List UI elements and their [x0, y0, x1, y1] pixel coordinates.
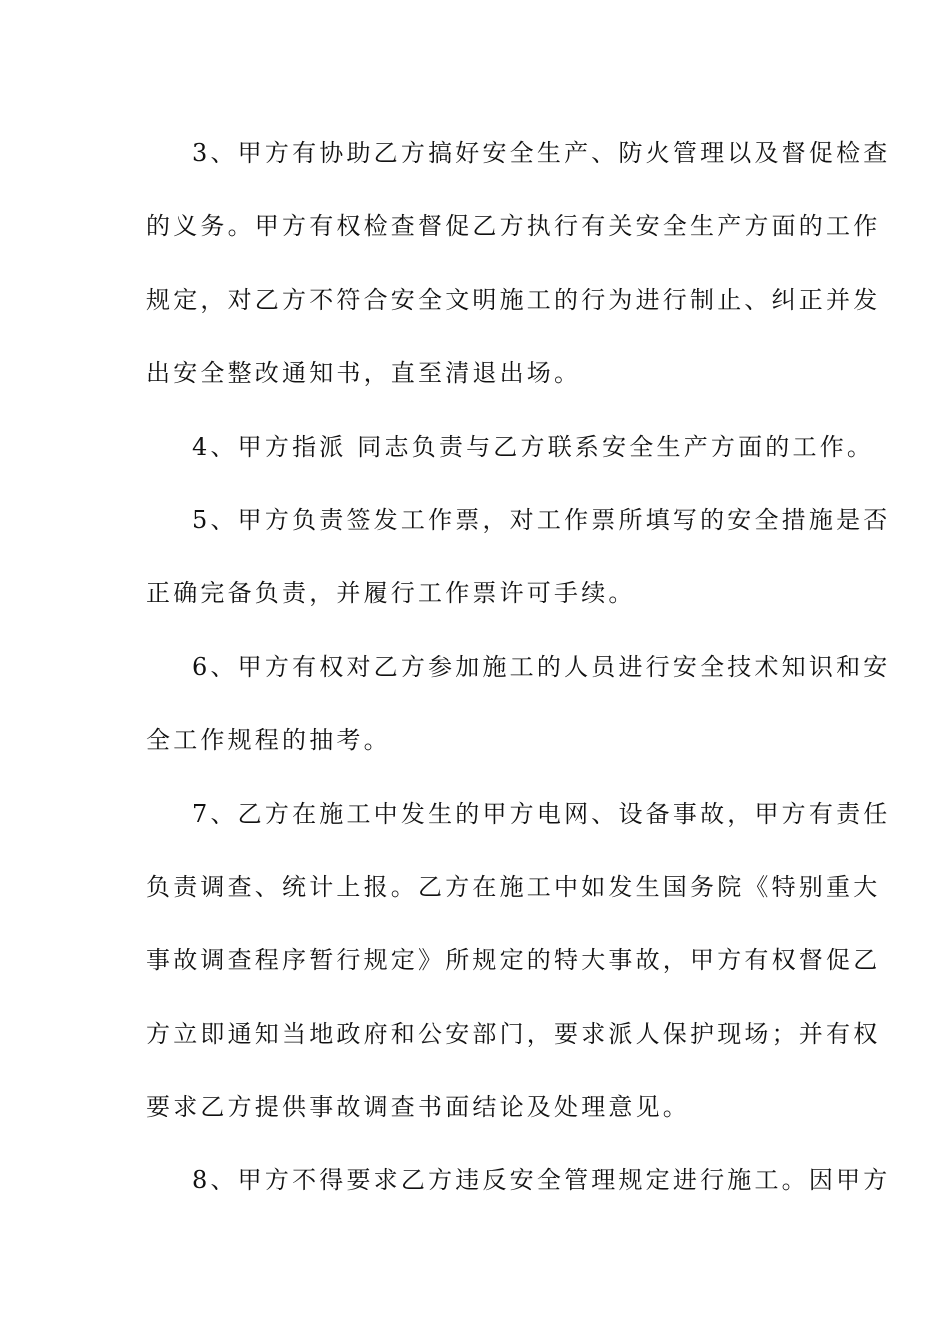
text-line-15: 8、甲方不得要求乙方违反安全管理规定进行施工。因甲方: [192, 1166, 891, 1195]
text-line-13: 方立即通知当地政府和公安部门，要求派人保护现场；并有权: [146, 1019, 881, 1048]
text-line-14: 要求乙方提供事故调查书面结论及处理意见。: [146, 1093, 690, 1122]
document-body: [146, 124, 891, 1225]
text-line-3: 规定，对乙方不符合安全文明施工的行为进行制止、纠正并发: [146, 285, 881, 314]
text-line-9: 全工作规程的抽考。: [146, 726, 391, 755]
text-line-10: 7、乙方在施工中发生的甲方电网、设备事故，甲方有责任: [192, 799, 891, 828]
text-line-11: 负责调查、统计上报。乙方在施工中如发生国务院《特别重大: [146, 872, 881, 901]
text-line-12: 事故调查程序暂行规定》所规定的特大事故，甲方有权督促乙: [146, 946, 881, 975]
text-line-2: 的义务。甲方有权检查督促乙方执行有关安全生产方面的工作: [146, 212, 881, 241]
text-line-8: 6、甲方有权对乙方参加施工的人员进行安全技术知识和安: [192, 652, 891, 681]
text-line-4: 出安全整改通知书，直至清退出场。: [146, 359, 582, 388]
text-line-5: 4、甲方指派 同志负责与乙方联系安全生产方面的工作。: [192, 432, 875, 461]
text-line-1: 3、甲方有协助乙方搞好安全生产、防火管理以及督促检查: [192, 139, 891, 167]
text-line-6: 5、甲方负责签发工作票，对工作票所填写的安全措施是否: [192, 505, 891, 534]
text-line-7: 正确完备负责，并履行工作票许可手续。: [146, 579, 636, 608]
